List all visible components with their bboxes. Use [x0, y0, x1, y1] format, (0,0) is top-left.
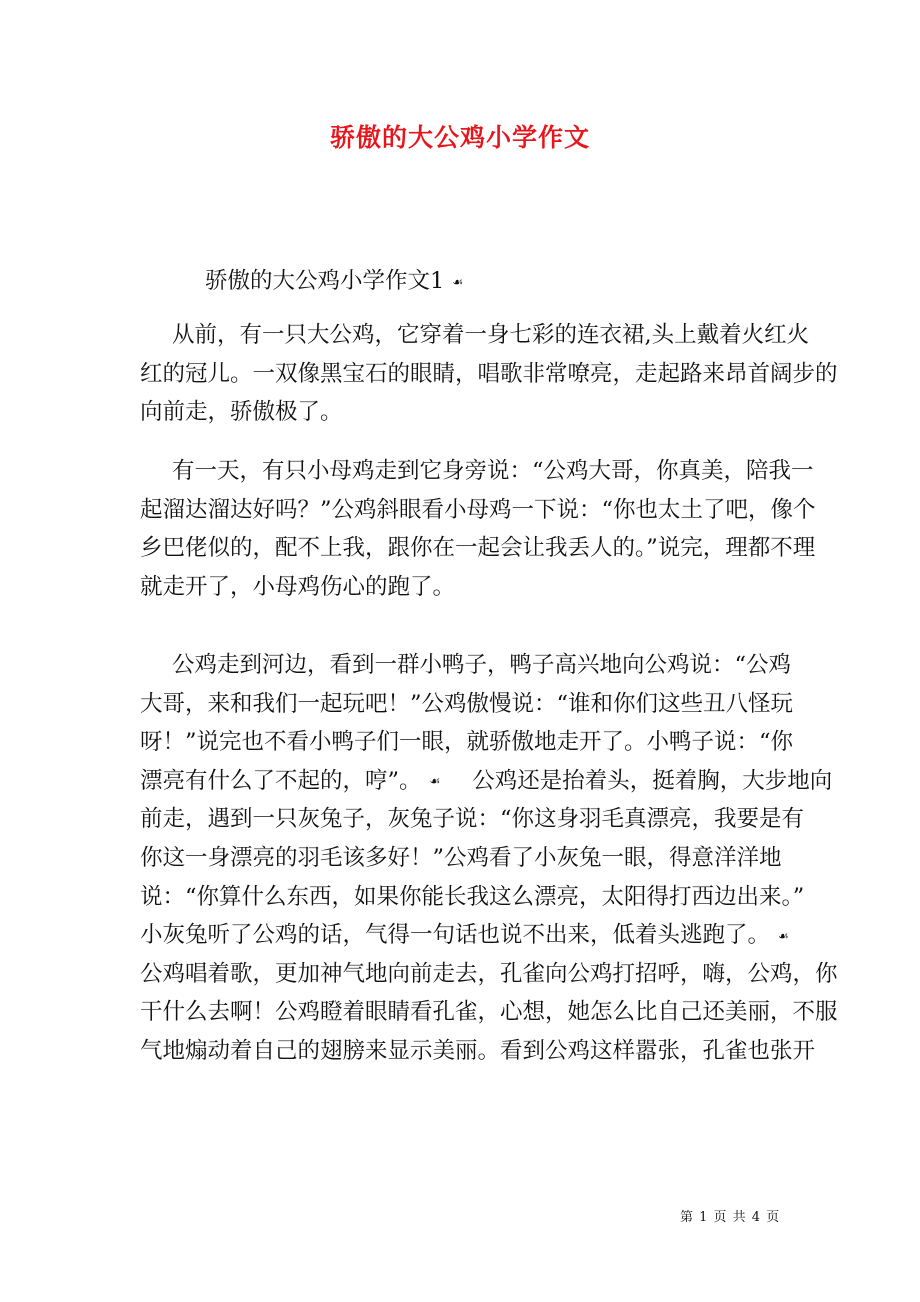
text-line: 向前走，骄傲极了。 — [140, 399, 343, 426]
text-line: 前走，遇到一只灰兔子，灰兔子说：“你这身羽毛真漂亮，我要是有 — [140, 806, 805, 833]
text-line: 起溜达溜达好吗？”公鸡斜眼看小母鸡一下说：“你也太土了吧，像个 — [140, 496, 816, 523]
text-segment: 公鸡还是抬着头，挺着胸，大步地向 — [472, 767, 833, 794]
text-line — [140, 916, 790, 955]
paragraph-3 — [140, 646, 838, 1071]
text-line — [140, 762, 833, 801]
text-line: 公鸡走到河边，看到一群小鸭子，鸭子高兴地向公鸡说：“公鸡 — [172, 652, 792, 678]
paragraph-mark-icon: ☙ — [778, 928, 789, 943]
section-heading-text: 骄傲的大公鸡小学作文1 — [205, 268, 445, 294]
text-line: 红的冠儿。一双像黑宝石的眼睛，唱歌非常嘹亮，走起路来昂首阔步的 — [140, 360, 838, 387]
text-line: 有一天，有只小母鸡走到它身旁说：“公鸡大哥，你真美，陪我一 — [172, 458, 814, 484]
section-heading — [205, 262, 463, 301]
page-title: 骄傲的大公鸡小学作文 — [329, 123, 590, 152]
paragraph-1 — [140, 316, 838, 432]
text-line: 你这一身漂亮的羽毛该多好！”公鸡看了小灰兔一眼，得意洋洋地 — [140, 844, 782, 871]
text-line: 从前，有一只大公鸡，它穿着一身七彩的连衣裙,头上戴着火红火 — [172, 322, 810, 348]
paragraph-2 — [140, 452, 816, 606]
page-number: 第 1 页 共 4 页 — [680, 1210, 781, 1225]
text-segment: 漂亮有什么了不起的，哼”。 — [140, 767, 422, 794]
text-line: 乡巴佬似的，配不上我，跟你在一起会让我丢人的。”说完，理都不理 — [140, 535, 816, 562]
paragraph-mark-icon: ☙ — [429, 774, 441, 789]
text-line: 干什么去啊！公鸡瞪着眼睛看孔雀，心想，她怎么比自己还美丽，不服 — [140, 999, 838, 1026]
text-line: 说：“你算什么东西，如果你能长我这么漂亮，太阳得打西边出来。” — [140, 883, 805, 910]
text-line: 呀！”说完也不看小鸭子们一眼，就骄傲地走开了。小鸭子说：“你 — [140, 729, 794, 756]
text-line: 大哥，来和我们一起玩吧！”公鸡傲慢说：“谁和你们这些丑八怪玩 — [140, 690, 794, 717]
text-line: 公鸡唱着歌，更加神气地向前走去，孔雀向公鸡打招呼，嗨，公鸡，你 — [140, 960, 838, 987]
text-line: 气地煽动着自己的翅膀来显示美丽。看到公鸡这样嚣张，孔雀也张开 — [140, 1037, 816, 1064]
text-segment: 小灰兔听了公鸡的话，气得一句话也说不出来，低着头逃跑了。 — [140, 922, 771, 949]
paragraph-mark-icon: ☙ — [452, 275, 464, 289]
text-line: 就走开了，小母鸡伤心的跑了。 — [140, 573, 456, 600]
